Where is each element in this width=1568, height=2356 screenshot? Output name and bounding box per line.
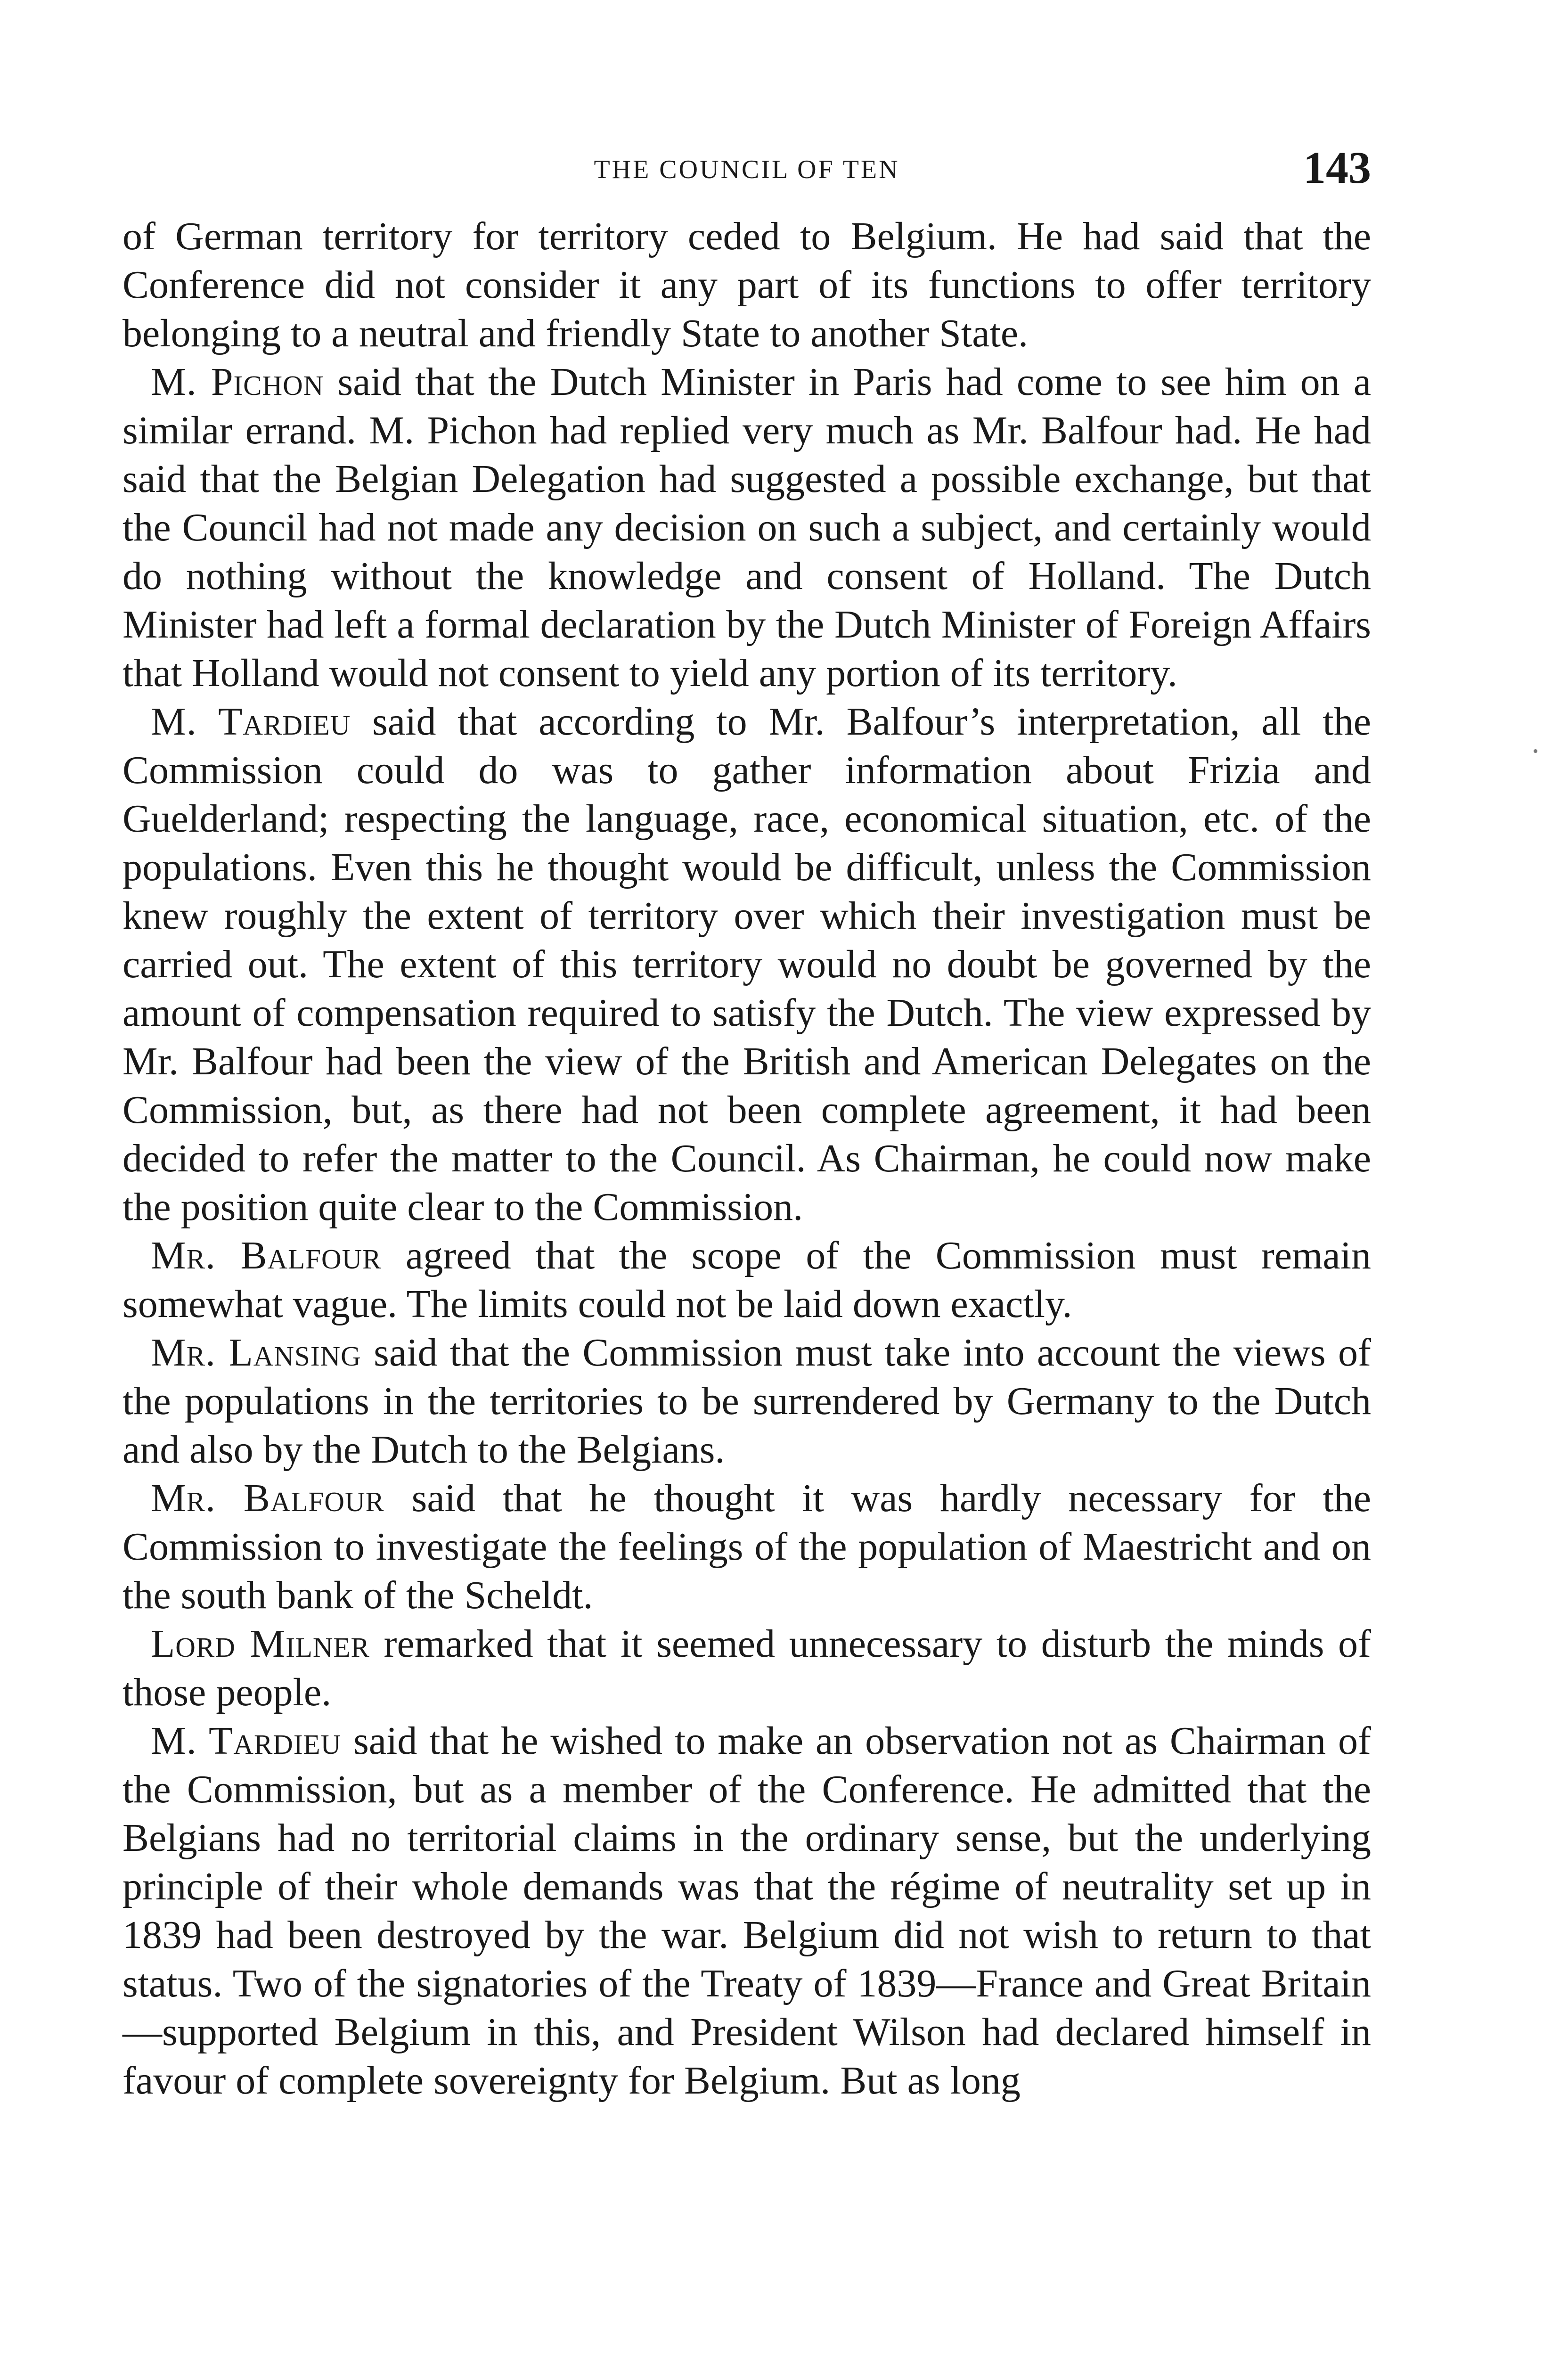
paragraph-tardieu — [122, 697, 1371, 1231]
paragraph-text: said that the Dutch Minister in Paris had come to see him on a similar errand. M. Pichon had replied very much as Mr. Balfour had. He had said that the Belgian Delegation had suggested a possible exchange, but that the Council had not made any decision on such a subject, and certainly would do nothing without the knowledge and consent of Holland. The Dutch Minister had left a formal declaration by the Dutch Minister of Foreign Affairs that Holland would not consent to yield any portion of its territory. — [122, 360, 1371, 695]
page-number: 143 — [1303, 142, 1371, 193]
speaker-name: M. Pichon — [151, 360, 324, 404]
margin-speck — [1534, 749, 1537, 753]
paragraph-text: of German territory for territory ceded to Belgium. He had said that the Conference did not consider it any part of its functions to offer territory belonging to a neutral and friendly State to another State. — [122, 214, 1371, 355]
running-title: THE COUNCIL OF TEN — [594, 155, 900, 184]
running-head — [122, 141, 1371, 212]
paragraph-text: said that according to Mr. Balfour’s interpretation, all the Commission could do was to gather information about Frizia and Guelderland; respecting the language, race, economical situation, etc. of the populations. Even this he thought would be difficult, unless the Commission knew roughly the extent of territory over which their investigation must be carried out. The extent of this territory would no doubt be governed by the amount of compensation required to satisfy the Dutch. The view expressed by Mr. Balfour had been the view of the British and American Delegates on the Commission, but, as there had not been complete agreement, it had been decided to refer the matter to the Council. As Chairman, he could now make the position quite clear to the Commission. — [122, 700, 1371, 1229]
paragraph-text: remarked that it seemed unnecessary to disturb the minds of those people. — [122, 1622, 1371, 1714]
paragraph-milner — [122, 1620, 1371, 1717]
book-page — [122, 141, 1371, 2105]
paragraph-tardieu-2 — [122, 1717, 1371, 2105]
paragraph-text: said that he wished to make an observation not as Chairman of the Commission, but as a member of the Conference. He admitted that the Belgians had no territorial claims in the ordinary sense, but the underlying principle of their whole demands was that the régime of neutrality set up in 1839 had been destroyed by the war. Belgium did not wish to return to that status. Two of the signatories of the Treaty of 1839—France and Great Britain—supported Belgium in this, and President Wilson had declared himself in favour of complete sovereignty for Belgium. But as long — [122, 1719, 1371, 2102]
paragraph-balfour — [122, 1231, 1371, 1328]
speaker-name: Mr. Balfour — [151, 1476, 384, 1520]
paragraph-lansing — [122, 1328, 1371, 1474]
speaker-name: Mr. Lansing — [151, 1331, 361, 1374]
paragraph-text: agreed that the scope of the Commission must remain somewhat vague. The limits could not be laid down exactly. — [122, 1234, 1371, 1326]
speaker-name: M. Tardieu — [151, 1719, 342, 1763]
paragraph-text: said that he thought it was hardly necessary for the Commission to investigate the feelings of the population of Maestricht and on the south bank of the Scheldt. — [122, 1476, 1371, 1617]
speaker-name: Mr. Balfour — [151, 1234, 382, 1277]
paragraph-text: said that the Commission must take into account the views of the populations in the territories to be surrendered by Germany to the Dutch and also by the Dutch to the Belgians. — [122, 1331, 1371, 1472]
paragraph-pichon — [122, 358, 1371, 697]
paragraph-continuation — [122, 212, 1371, 358]
speaker-name: Lord Milner — [151, 1622, 370, 1666]
body-text — [122, 212, 1371, 2105]
speaker-name: M. Tardieu — [151, 700, 351, 744]
paragraph-balfour-2 — [122, 1474, 1371, 1620]
